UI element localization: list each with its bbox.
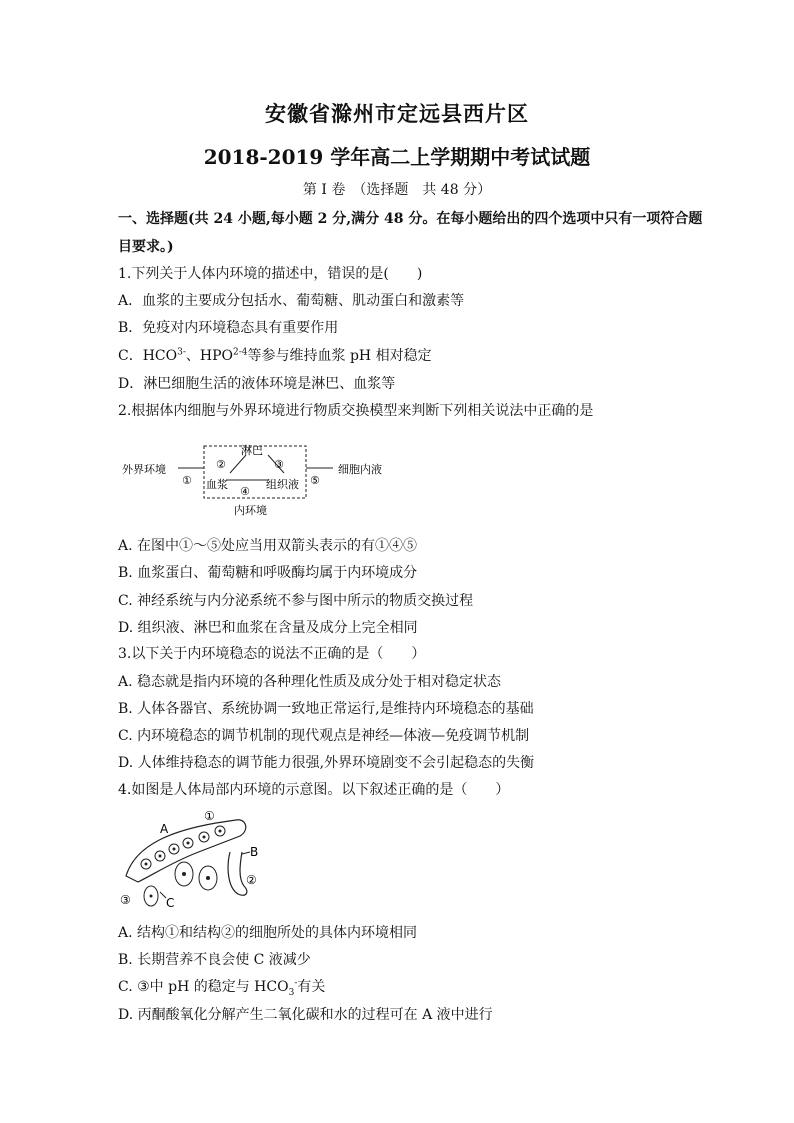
blood-cell-nucleus bbox=[187, 842, 190, 845]
label-tissue-fluid: 组织液 bbox=[266, 478, 299, 491]
label-circle-2: ② bbox=[216, 458, 226, 471]
q4-option-c bbox=[118, 976, 325, 998]
blood-cell-nucleus bbox=[159, 855, 162, 858]
q4-stem: 4.如图是人体局部内环境的示意图。以下叙述正确的是（ ） bbox=[118, 782, 510, 798]
label-circle-3: ③ bbox=[120, 893, 131, 907]
label-internal-environment: 内环境 bbox=[234, 504, 267, 517]
q1-option-c-mid: 、HPO bbox=[185, 348, 234, 364]
q2-exchange-diagram bbox=[118, 440, 408, 520]
q2-option-a: A. 在图中①～⑤处应当用双箭头表示的有①④⑤ bbox=[118, 538, 418, 554]
q4-option-c-sup: - bbox=[294, 978, 298, 989]
line-plasma-lymph bbox=[230, 455, 246, 473]
label-c: C bbox=[166, 896, 175, 908]
tissue-cell-nucleus bbox=[182, 872, 186, 876]
label-circle-3: ③ bbox=[274, 458, 284, 471]
q1-option-c-sup2: 2-4 bbox=[233, 347, 248, 358]
q3-stem: 3.以下关于内环境稳态的说法不正确的是（ ） bbox=[118, 646, 426, 662]
blood-cell-nucleus bbox=[173, 848, 176, 851]
label-intracellular-fluid: 细胞内液 bbox=[338, 463, 382, 476]
q1-option-b: B．免疫对内环境稳态具有重要作用 bbox=[118, 320, 339, 336]
q1-option-c-post: 等参与维持血浆 pH 相对稳定 bbox=[247, 348, 432, 364]
section-instructions-line1: 一、选择题(共 24 小题,每小题 2 分,满分 48 分。在每小题给出的四个选项中只有一项符合题 bbox=[118, 211, 703, 227]
q4-option-b: B. 长期营养不良会使 C 液减少 bbox=[118, 952, 311, 968]
q2-option-d: D. 组织液、淋巴和血浆在含量及成分上完全相同 bbox=[118, 620, 418, 636]
doc-title-region: 安徽省滁州市定远县西片区 bbox=[265, 101, 529, 126]
q3-option-a: A. 稳态就是指内环境的各种理化性质及成分处于相对稳定状态 bbox=[118, 674, 502, 690]
q3-option-b: B. 人体各器官、系统协调一致地正常运行,是维持内环境稳态的基础 bbox=[118, 701, 534, 717]
blood-cell-nucleus bbox=[145, 863, 148, 866]
label-circle-1: ① bbox=[182, 474, 192, 487]
q1-option-d: D．淋巴细胞生活的液体环境是淋巴、血浆等 bbox=[118, 376, 396, 392]
label-circle-2: ② bbox=[246, 873, 257, 887]
label-outer-environment: 外界环境 bbox=[122, 463, 166, 476]
label-b: B bbox=[250, 845, 259, 859]
leader-b bbox=[242, 852, 250, 854]
q4-option-d: D. 丙酮酸氧化分解产生二氧化碳和水的过程可在 A 液中进行 bbox=[118, 1007, 493, 1023]
q1-option-c bbox=[118, 345, 432, 365]
blood-cell-nucleus bbox=[203, 836, 206, 839]
q4-option-a: A. 结构①和结构②的细胞所处的具体内环境相同 bbox=[118, 925, 418, 941]
section-subtitle: 第 I 卷 （选择题 共 48 分） bbox=[302, 182, 492, 198]
blood-cell-nucleus bbox=[219, 830, 222, 833]
q2-option-c: C. 神经系统与内分泌系统不参与图中所示的物质交换过程 bbox=[118, 593, 474, 609]
q4-option-c-post: 有关 bbox=[297, 979, 326, 995]
q4-option-c-sub: 3 bbox=[288, 987, 295, 998]
doc-title-exam: 2018-2019 学年高二上学期期中考试试题 bbox=[203, 145, 591, 169]
q1-option-c-pre: C．HCO bbox=[118, 348, 178, 364]
q4-option-c-pre: C. ③中 pH 的稳定与 HCO bbox=[118, 979, 289, 995]
q4-tissue-diagram bbox=[116, 808, 276, 908]
q1-stem: 1.下列关于人体内环境的描述中，错误的是( ) bbox=[118, 266, 423, 282]
tissue-cell-nucleus bbox=[206, 876, 210, 880]
label-plasma: 血浆 bbox=[206, 478, 228, 491]
q3-option-d: D. 人体维持稳态的调节能力很强,外界环境剧变不会引起稳态的失衡 bbox=[118, 755, 535, 771]
label-lymph: 淋巴 bbox=[241, 444, 263, 457]
q1-option-c-sup1: 3- bbox=[177, 347, 186, 358]
section-instructions-line2: 目要求。) bbox=[118, 239, 174, 255]
q2-option-b: B. 血浆蛋白、葡萄糖和呼吸酶均属于内环境成分 bbox=[118, 565, 418, 581]
tissue-cell-nucleus bbox=[150, 895, 153, 898]
q2-stem: 2.根据体内细胞与外界环境进行物质交换模型来判断下列相关说法中正确的是 bbox=[118, 403, 594, 419]
q3-option-c: C. 内环境稳态的调节机制的现代观点是神经—体液—免疫调节机制 bbox=[118, 728, 530, 744]
label-circle-5: ⑤ bbox=[310, 474, 320, 487]
label-a: A bbox=[160, 822, 169, 836]
label-circle-1: ① bbox=[204, 809, 215, 823]
label-circle-4: ④ bbox=[240, 485, 250, 498]
lymph-vessel bbox=[228, 852, 247, 895]
q1-option-a: A．血浆的主要成分包括水、葡萄糖、肌动蛋白和激素等 bbox=[118, 293, 465, 309]
